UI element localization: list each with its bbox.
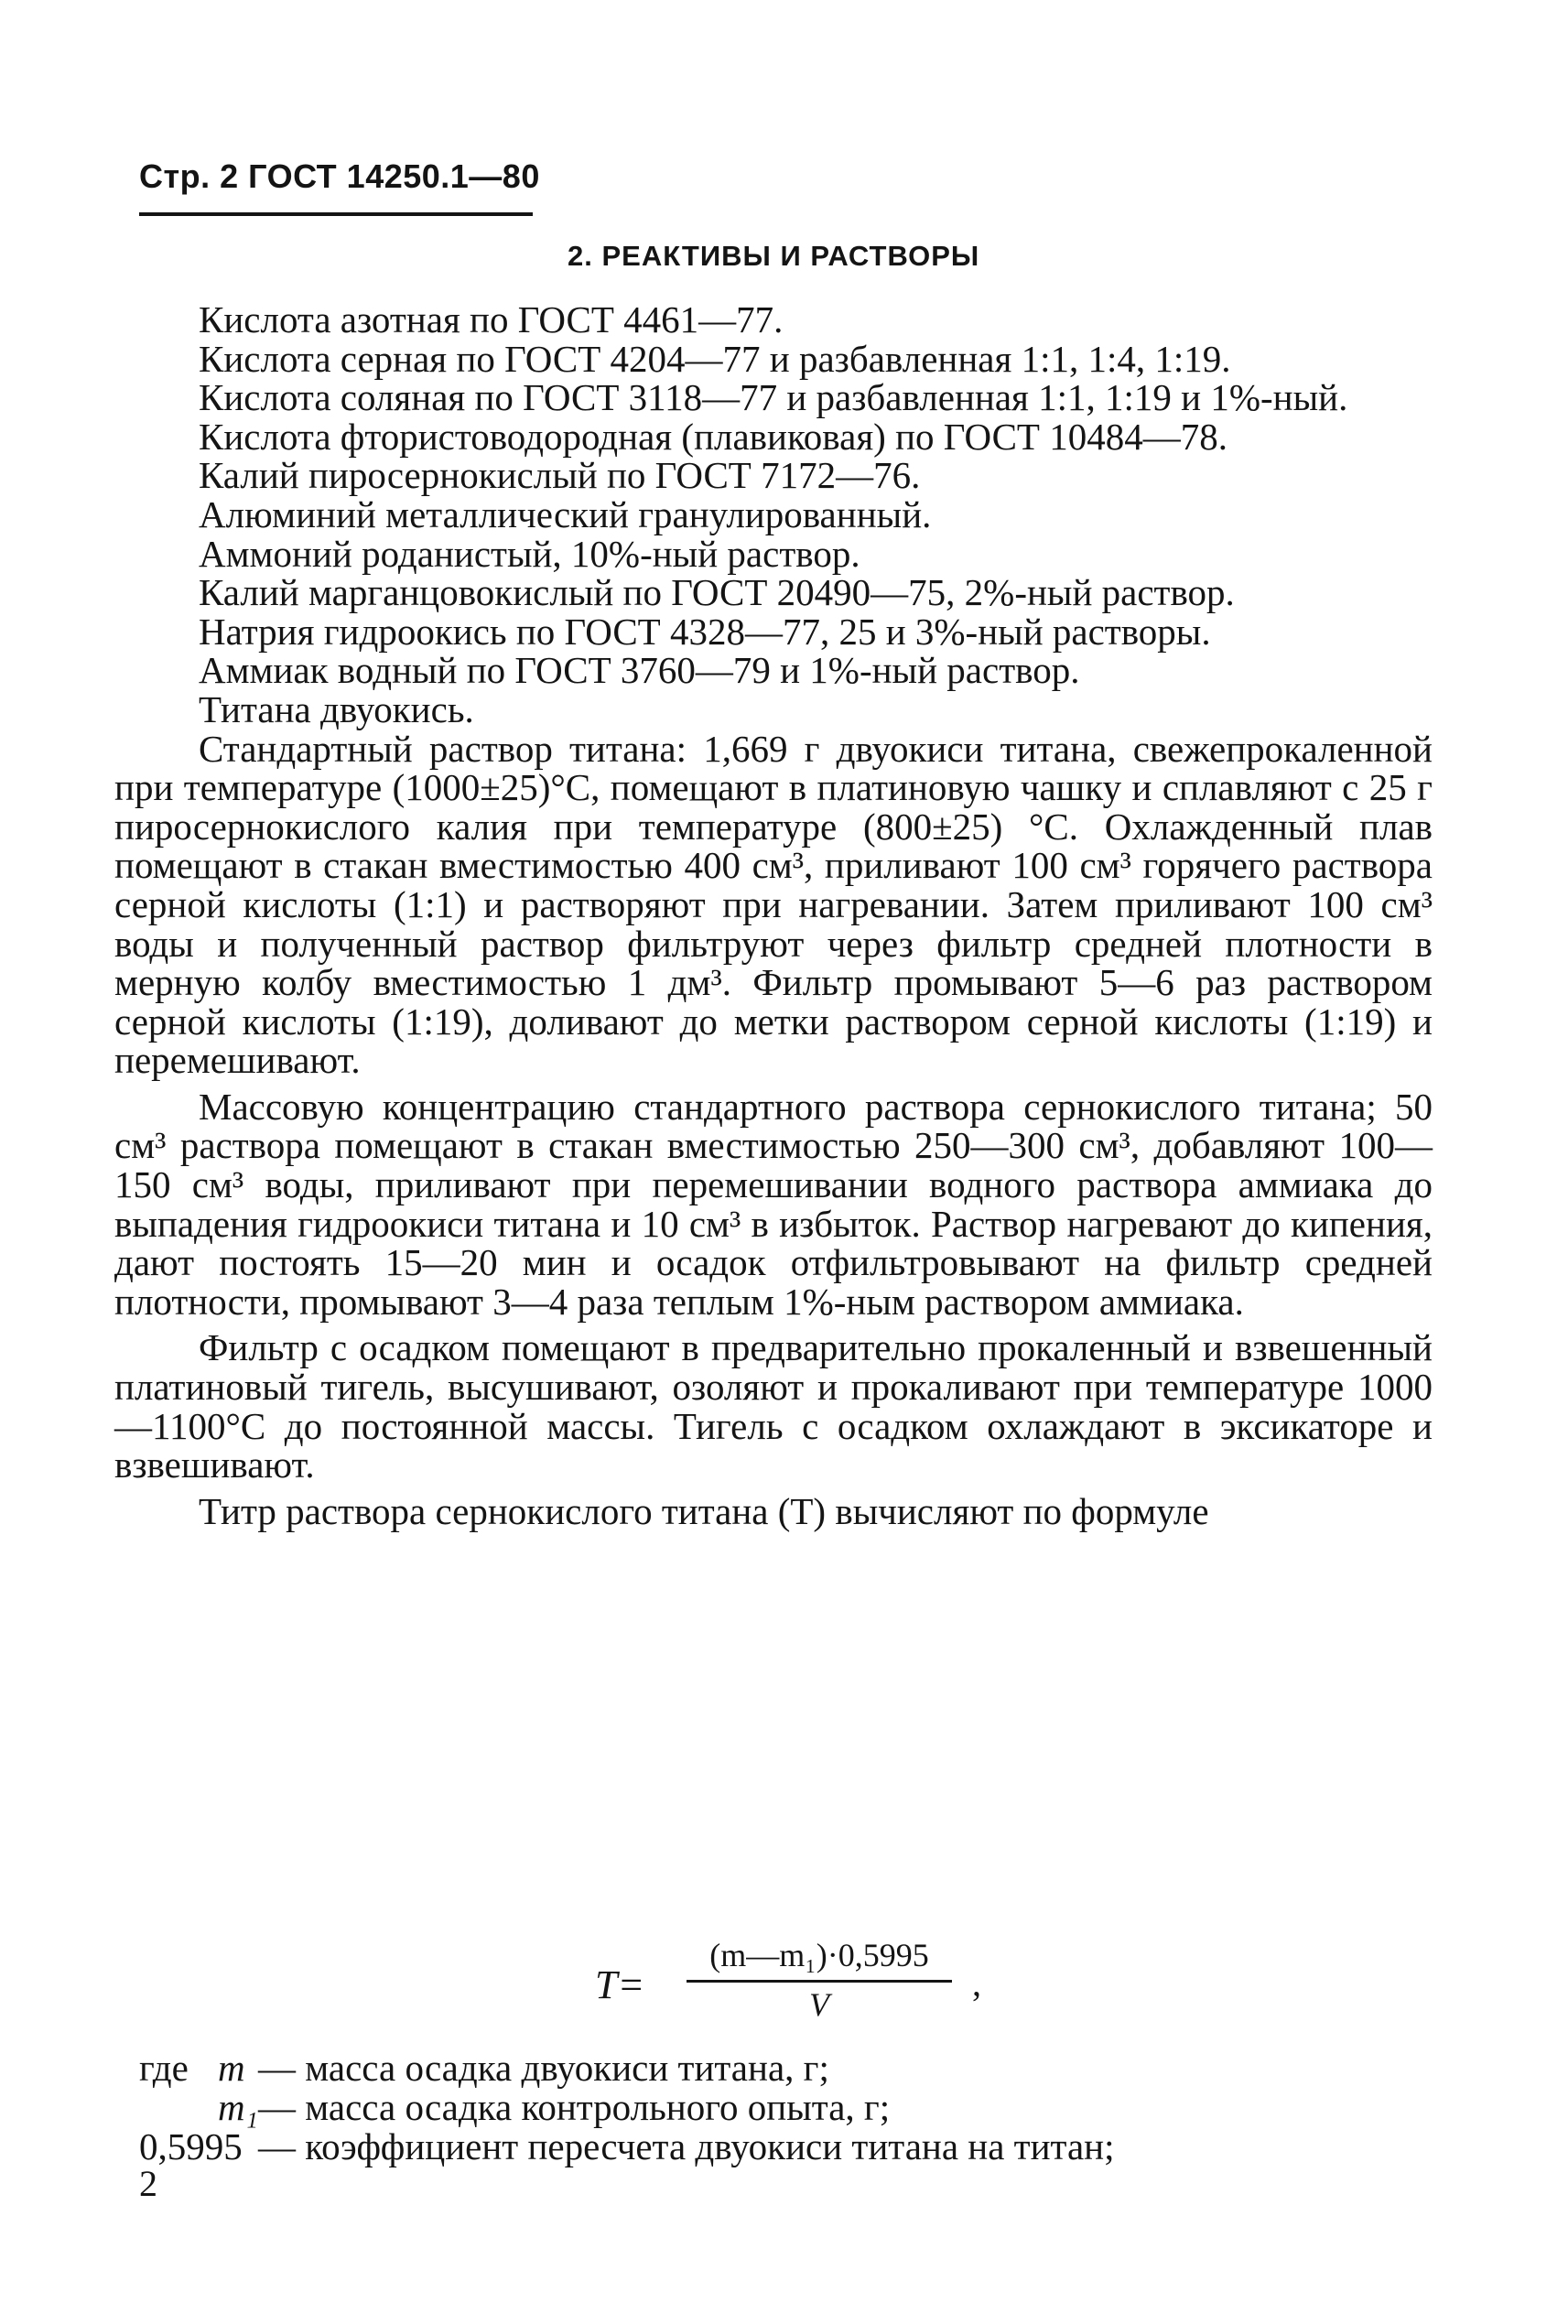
legend-prefix: где [139,2047,189,2089]
running-header: Стр. 2 ГОСТ 14250.1—80 [139,157,540,195]
legend-definition: — коэффициент пересчета двуокиси титана на титан; [258,2125,1115,2167]
paragraph-standard-solution: Стандартный раствор титана: 1,669 г двуокиси титана, свежепрокаленной при температуре (1000±25)°С, помещают в платиновую чашку и сплавляют с 25 г пиросернокислого калия при температуре (800±25) °С. Охлажденный плав помещают в стакан вместимостью 400 см³, приливают 100 см³ горячего раствора серной кислоты (1:1) и растворяют при нагревании. Затем приливают 100 см³ воды и полученный раствор фильтруют через фильтр средней плотности в мерную колбу вместимостью 1 дм³. Фильтр промывают 5—6 раз раствором серной кислоты (1:19), доливают до метки раствором серной кислоты (1:19) и перемешивают. [114,727,1433,1082]
page-number: 2 [139,2163,157,2204]
titer-formula [595,1936,1007,2027]
paragraph-titer-intro: Титр раствора сернокислого титана (Т) вычисляют по формуле [199,1489,1209,1532]
section-title: 2. РЕАКТИВЫ И РАСТВОРЫ [568,240,980,272]
legend-symbol: m₁ [218,2086,258,2128]
header-rule [139,212,533,216]
formula-lhs: T= [595,1962,645,2007]
legend-definition: — масса осадка контрольного опыта, г; [258,2086,891,2128]
paragraph-nitric-acid: Кислота азотная по ГОСТ 4461—77. [199,298,784,340]
body-text [114,300,1433,1530]
paragraph-sodium-hydroxide: Натрия гидроокись по ГОСТ 4328—77, 25 и 3%-ный растворы. [199,610,1211,653]
paragraph-ammonium-thiocyanate: Аммоний роданистый, 10%-ный раствор. [199,532,860,575]
paragraph-aluminium: Алюминий металлический гранулированный. [199,492,932,535]
formula-trailing-comma: , [972,1962,981,2004]
legend-symbol: m [218,2047,245,2089]
paragraph-hydrofluoric-acid: Кислота фтористоводородная (плавиковая) по ГОСТ 10484—78. [199,415,1227,458]
formula-denominator: V [809,1986,829,2023]
paragraph-aqueous-ammonia: Аммиак водный по ГОСТ 3760—79 и 1%-ный раствор. [199,649,1080,692]
paragraph-potassium-pyrosulfate: Калий пиросернокислый по ГОСТ 7172—76. [199,454,921,497]
paragraph-sulfuric-acid: Кислота серная по ГОСТ 4204—77 и разбавленная 1:1, 1:4, 1:19. [199,337,1231,380]
paragraph-potassium-permanganate: Калий марганцовокислый по ГОСТ 20490—75, 2%-ный раствор. [199,571,1235,614]
paragraph-titanium-dioxide: Титана двуокись. [199,687,474,730]
formula-fraction-bar [687,1980,952,1983]
paragraph-mass-concentration: Массовую концентрацию стандартного раствора сернокислого титана; 50 см³ раствора помещают в стакан вместимостью 250—300 см³, добавляют 100—150 см³ воды, приливают при перемешивании водного раствора аммиака до выпадения гидроокиси титана и 10 см³ в избыток. Раствор нагревают до кипения, дают постоять 15—20 мин и осадок отфильтровывают на фильтр средней плотности, промывают 3—4 раза теплым 1%-ным раствором аммиака. [114,1085,1433,1323]
legend-definition: — масса осадка двуокиси титана, г; [258,2047,829,2089]
legend-symbol: 0,5995 [139,2125,243,2167]
paragraph-filter-procedure: Фильтр с осадком помещают в предварительно прокаленный и взвешенный платиновый тигель, высушивают, озоляют и прокаливают при температуре 1000—1100°С до постоянной массы. Тигель с осадком охлаждают в эксикаторе и взвешивают. [114,1326,1433,1486]
paragraph-hydrochloric-acid: Кислота соляная по ГОСТ 3118—77 и разбавленная 1:1, 1:19 и 1%-ный. [199,376,1348,419]
formula-numerator: (m—m₁)·0,5995 [709,1937,929,1973]
